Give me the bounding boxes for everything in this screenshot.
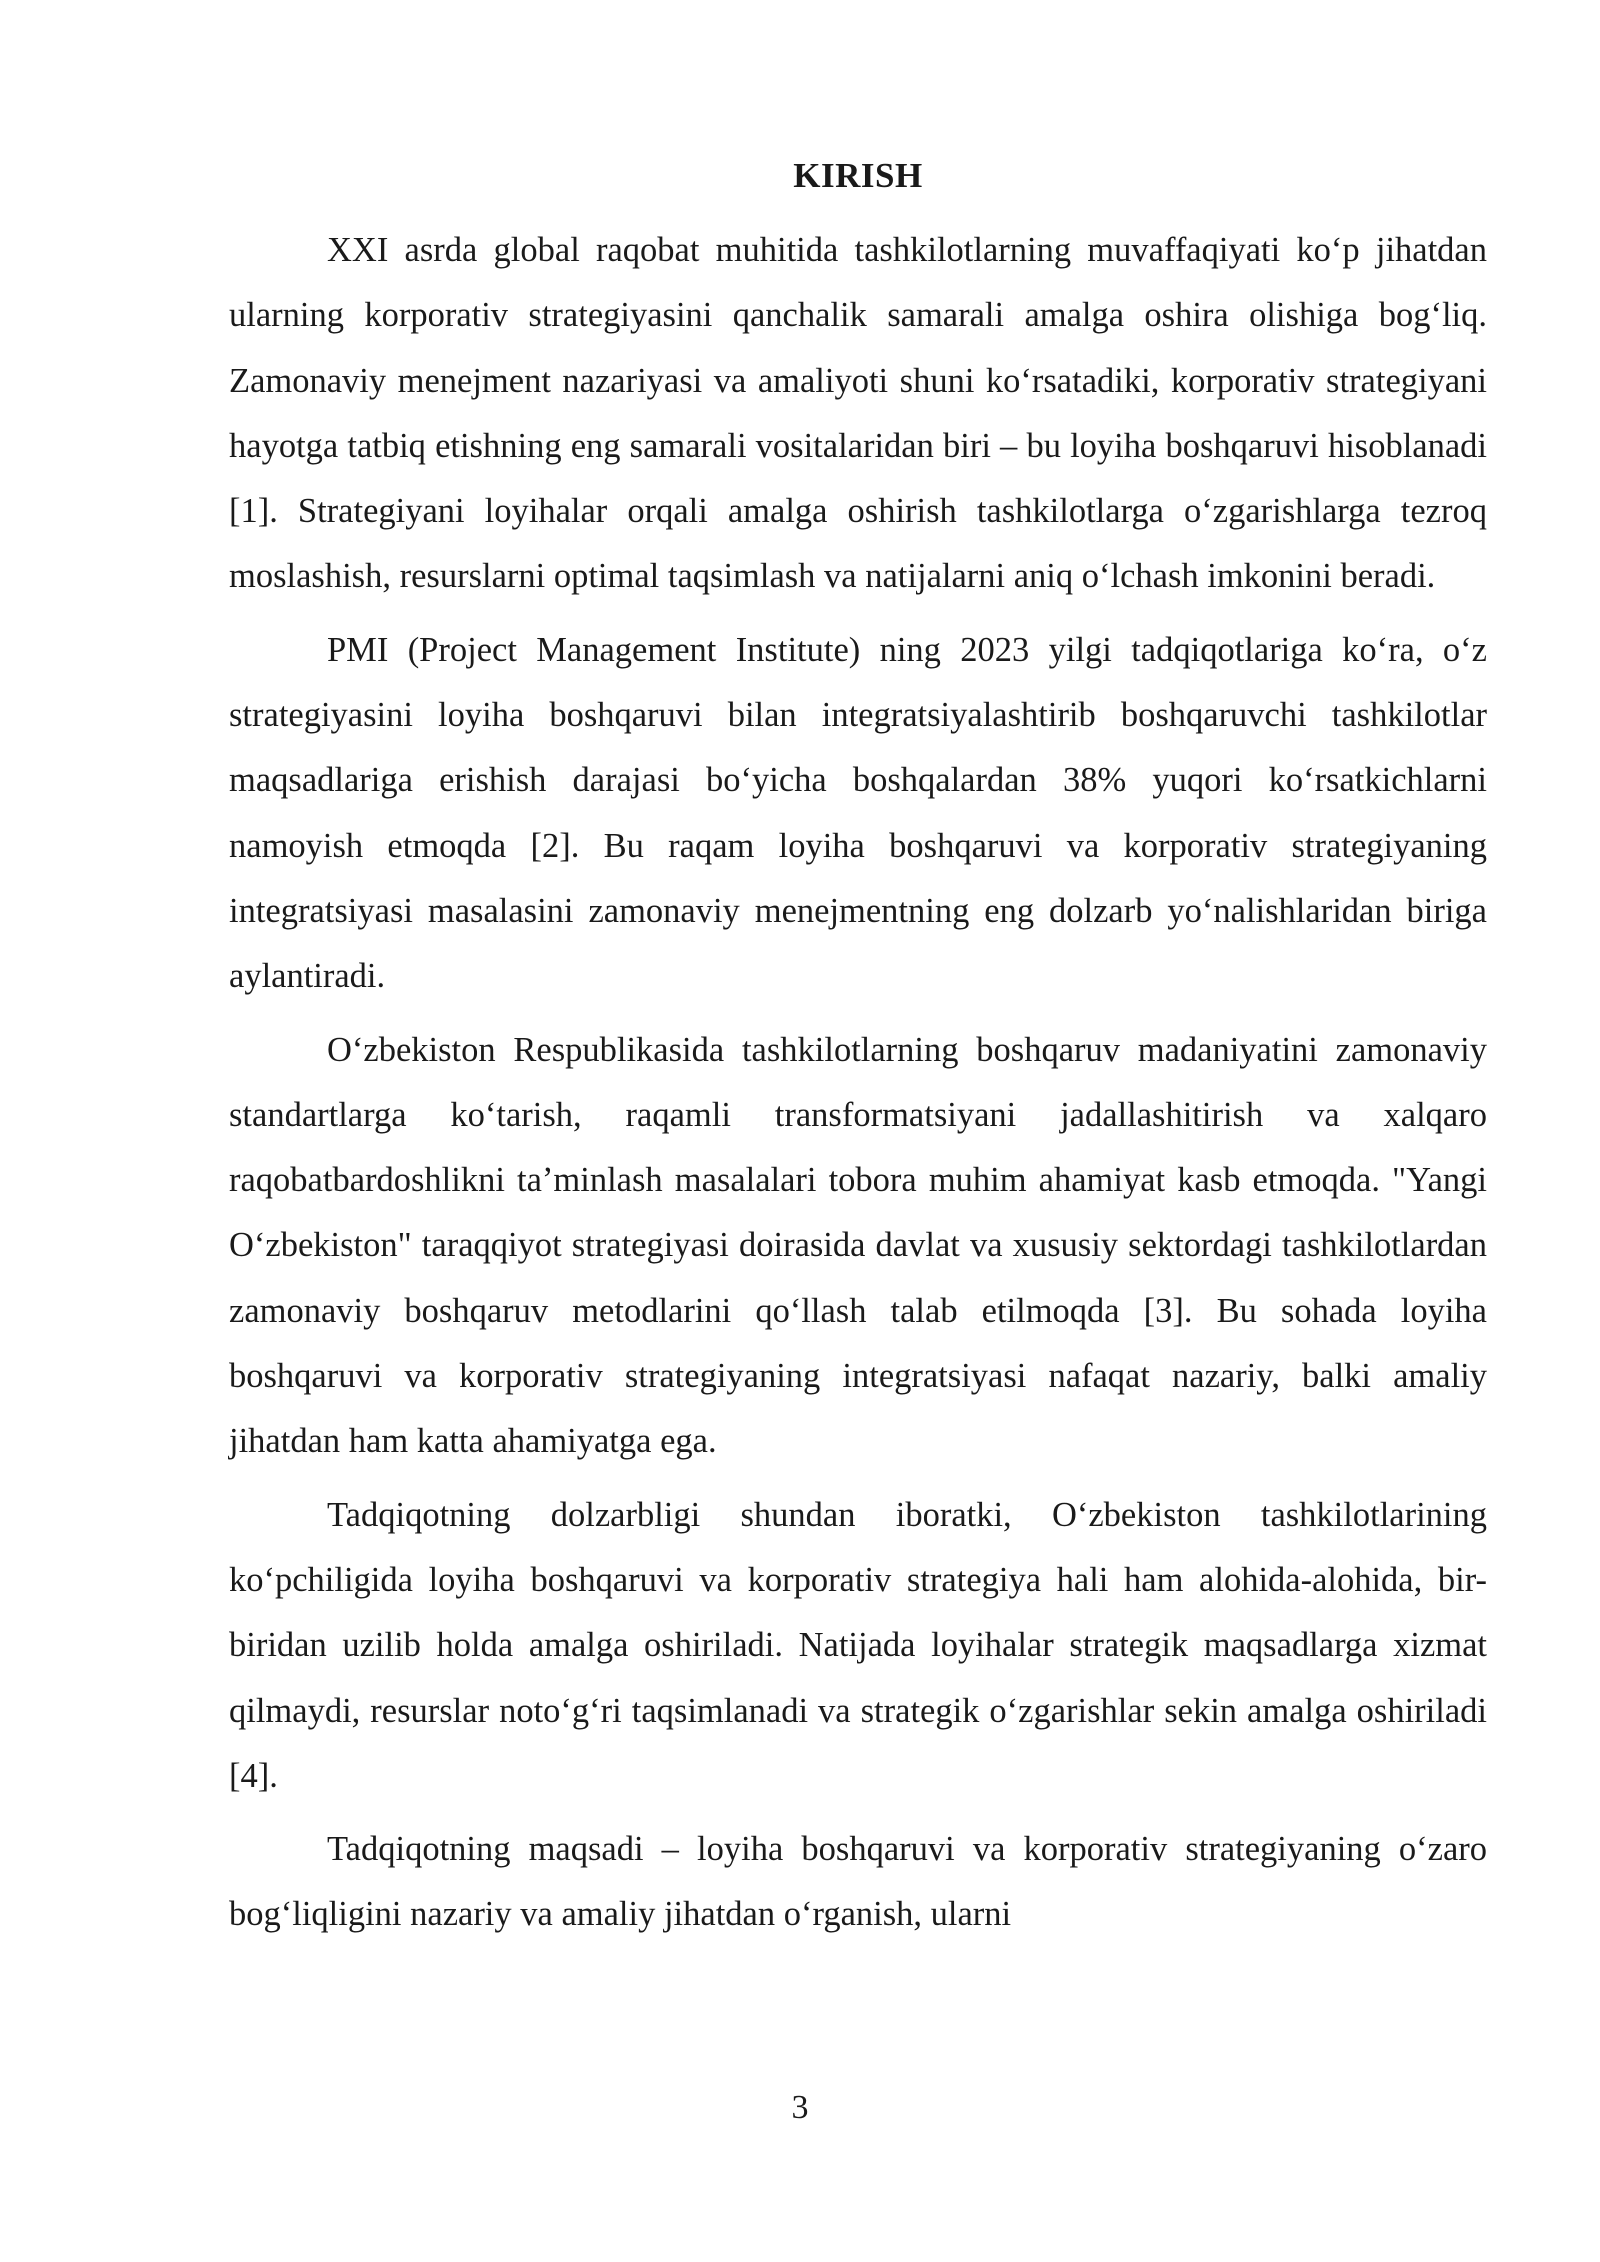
page-content bbox=[229, 148, 1487, 1956]
section-heading: KIRISH bbox=[793, 156, 923, 195]
paragraph-4: Tadqiqotning dolzarbligi shundan iboratki, Oʻzbekiston tashkilotlarining koʻpchiligida loyiha boshqaruvi va korporativ strategiya hali ham alohida-alohida, bir-biridan uzilib holda amalga oshiriladi. Natijada loyihalar strategik maqsadlarga xizmat qilmaydi, resurslar notoʻgʻri taqsimlanadi va strategik oʻzgarishlar sekin amalga oshiriladi [4]. bbox=[229, 1495, 1487, 1795]
paragraph-5: Tadqiqotning maqsadi – loyiha boshqaruvi va korporativ strategiyaning oʻzaro bogʻliqligini nazariy va amaliy jihatdan oʻrganish, ularni bbox=[229, 1830, 1487, 1934]
paragraph-2: PMI (Project Management Institute) ning 2023 yilgi tadqiqotlariga koʻra, oʻz strategiyasini loyiha boshqaruvi bilan integratsiyalashtirib boshqaruvchi tashkilotlar maqsadlariga erishish darajasi boʻyicha boshqalardan 38% yuqori koʻrsatkichlarni namoyish etmoqda [2]. Bu raqam loyiha boshqaruvi va korporativ strategiyaning integratsiyasi masalasini zamonaviy menejmentning eng dolzarb yoʻnalishlaridan biriga aylantiradi. bbox=[229, 630, 1487, 996]
page-number: 3 bbox=[791, 2089, 809, 2126]
paragraph-1: XXI asrda global raqobat muhitida tashkilotlarning muvaffaqiyati koʻp jihatdan ularning korporativ strategiyasini qanchalik samarali amalga oshira olishiga bogʻliq. Zamonaviy menejment nazariyasi va amaliyoti shuni koʻrsatadiki, korporativ strategiyani hayotga tatbiq etishning eng samarali vositalaridan biri – bu loyiha boshqaruvi hisoblanadi [1]. Strategiyani loyihalar orqali amalga oshirish tashkilotlarga oʻzgarishlarga tezroq moslashish, resurslarni optimal taqsimlash va natijalarni aniq oʻlchash imkonini beradi. bbox=[229, 231, 1487, 596]
paragraph-3: Oʻzbekiston Respublikasida tashkilotlarning boshqaruv madaniyatini zamonaviy standartlarga koʻtarish, raqamli transformatsiyani jadallashitirish va xalqaro raqobatbardoshlikni taʼminlash masalalari tobora muhim ahamiyat kasb etmoqda. "Yangi Oʻzbekiston" taraqqiyot strategiyasi doirasida davlat va xususiy sektordagi tashkilotlardan zamonaviy boshqaruv metodlarini qoʻllash talab etilmoqda [3]. Bu sohada loyiha boshqaruvi va korporativ strategiyaning integratsiyasi nafaqat nazariy, balki amaliy jihatdan ham katta ahamiyatga ega. bbox=[229, 1030, 1487, 1461]
